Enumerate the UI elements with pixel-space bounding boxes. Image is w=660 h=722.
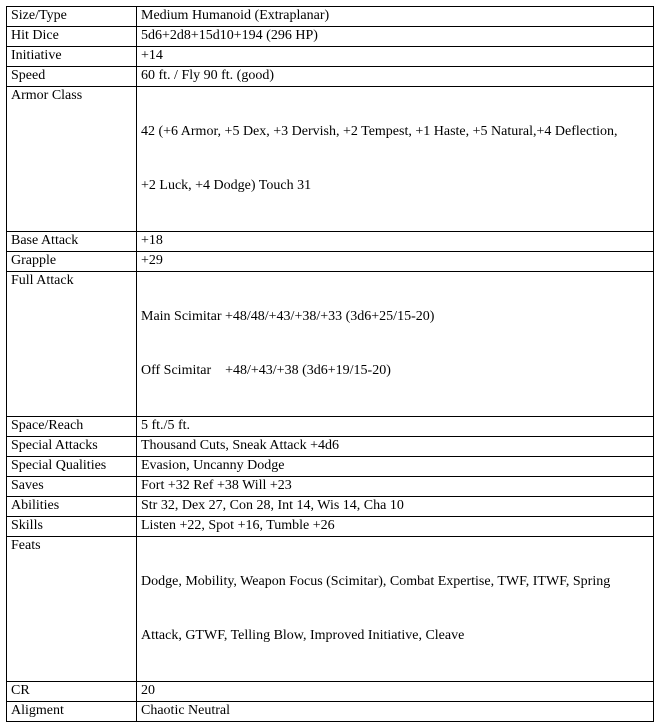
stat-value-line: +29	[141, 253, 163, 268]
stat-value	[137, 537, 654, 682]
stat-label: Base Attack	[7, 232, 137, 252]
stat-label: Speed	[7, 67, 137, 87]
stat-row-speed	[7, 67, 654, 87]
stat-value	[137, 457, 654, 477]
stat-row-cr	[7, 682, 654, 702]
stat-value-line: Str 32, Dex 27, Con 28, Int 14, Wis 14, Cha 10	[141, 498, 404, 513]
stat-row-skills	[7, 517, 654, 537]
stat-value	[137, 272, 654, 417]
stat-row-special-attacks	[7, 437, 654, 457]
stat-row-saves	[7, 477, 654, 497]
stat-row-base-attack	[7, 232, 654, 252]
stat-label: Armor Class	[7, 87, 137, 232]
stat-row-hit-dice	[7, 27, 654, 47]
stat-value	[137, 497, 654, 517]
stat-value-line: Medium Humanoid (Extraplanar)	[141, 8, 330, 23]
stat-value	[137, 437, 654, 457]
stat-value	[137, 67, 654, 87]
stat-value-line: 60 ft. / Fly 90 ft. (good)	[141, 68, 274, 83]
stat-value-line: 5 ft./5 ft.	[141, 418, 190, 433]
stat-value	[137, 47, 654, 67]
stat-value-line: 42 (+6 Armor, +5 Dex, +3 Dervish, +2 Tempest, +1 Haste, +5 Natural,+4 Deflection,	[141, 124, 618, 139]
stat-row-initiative	[7, 47, 654, 67]
stat-value	[137, 7, 654, 27]
stat-label: Feats	[7, 537, 137, 682]
stat-row-feats	[7, 537, 654, 682]
stat-value	[137, 517, 654, 537]
stat-label: Abilities	[7, 497, 137, 517]
stat-label: Skills	[7, 517, 137, 537]
stat-value	[137, 477, 654, 497]
stat-value-line: +18	[141, 233, 163, 248]
stat-value-line: Listen +22, Spot +16, Tumble +26	[141, 518, 335, 533]
stat-value-line: Fort +32 Ref +38 Will +23	[141, 478, 292, 493]
stat-label: Special Attacks	[7, 437, 137, 457]
stat-row-abilities	[7, 497, 654, 517]
stat-value-line: Chaotic Neutral	[141, 703, 231, 718]
stat-value	[137, 232, 654, 252]
stat-block-body	[7, 7, 654, 722]
stat-value-line: Thousand Cuts, Sneak Attack +4d6	[141, 438, 340, 453]
stat-row-special-qualities	[7, 457, 654, 477]
stat-label: Full Attack	[7, 272, 137, 417]
stat-value	[137, 682, 654, 702]
stat-block-table	[6, 6, 654, 722]
stat-value	[137, 27, 654, 47]
stat-value-line: Dodge, Mobility, Weapon Focus (Scimitar), Combat Expertise, TWF, ITWF, Spring	[141, 574, 611, 589]
stat-value-line: Off Scimitar +48/+43/+38 (3d6+19/15-20)	[141, 363, 391, 378]
stat-value-line: Attack, GTWF, Telling Blow, Improved Initiative, Cleave	[141, 628, 465, 643]
stat-value-line: 5d6+2d8+15d10+194 (296 HP)	[141, 28, 318, 43]
stat-row-alignment	[7, 702, 654, 722]
stat-label: Special Qualities	[7, 457, 137, 477]
stat-value	[137, 417, 654, 437]
stat-row-grapple	[7, 252, 654, 272]
stat-value-line: 20	[141, 683, 155, 698]
stat-value	[137, 252, 654, 272]
stat-row-size-type	[7, 7, 654, 27]
stat-label: Hit Dice	[7, 27, 137, 47]
stat-row-full-attack	[7, 272, 654, 417]
stat-row-armor-class	[7, 87, 654, 232]
stat-label: CR	[7, 682, 137, 702]
stat-label: Saves	[7, 477, 137, 497]
stat-value	[137, 87, 654, 232]
stat-label: Aligment	[7, 702, 137, 722]
stat-label: Initiative	[7, 47, 137, 67]
stat-block-sheet	[6, 6, 654, 722]
stat-value-line: Main Scimitar +48/48/+43/+38/+33 (3d6+25/15-20)	[141, 309, 435, 324]
stat-label: Grapple	[7, 252, 137, 272]
stat-value-line: +2 Luck, +4 Dodge) Touch 31	[141, 178, 312, 193]
stat-row-space-reach	[7, 417, 654, 437]
stat-value-line: Evasion, Uncanny Dodge	[141, 458, 285, 473]
stat-label: Size/Type	[7, 7, 137, 27]
stat-value-line: +14	[141, 48, 163, 63]
stat-label: Space/Reach	[7, 417, 137, 437]
stat-value	[137, 702, 654, 722]
